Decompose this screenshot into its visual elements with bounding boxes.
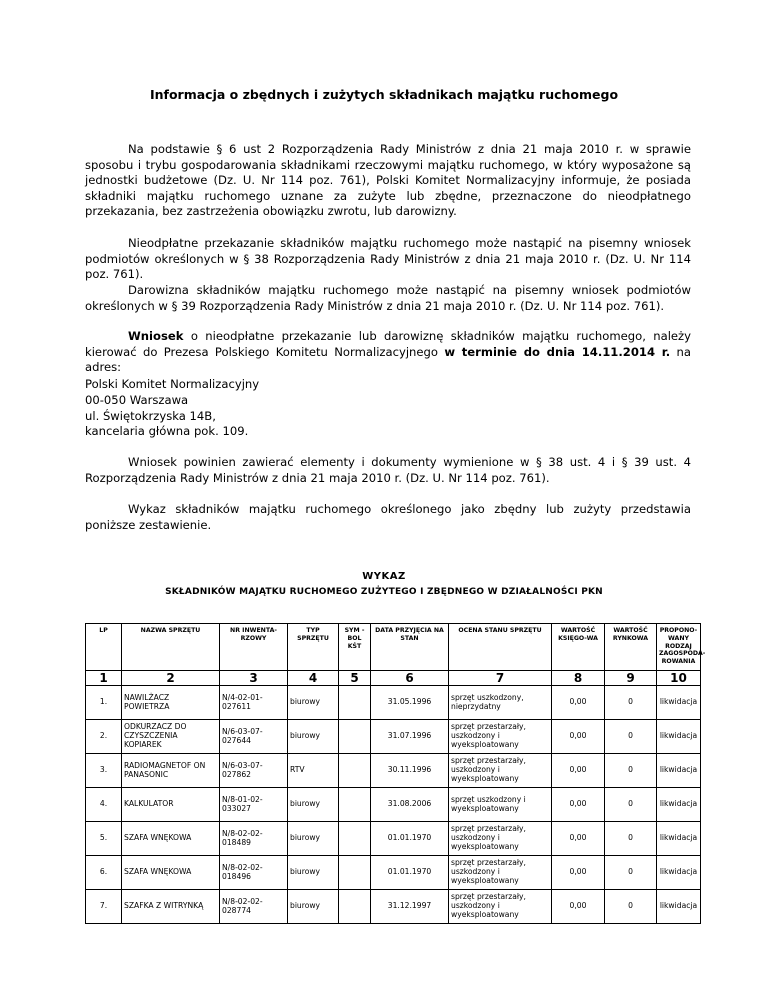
header-acceptance-date: DATA PRZYJĘCIA NA STAN — [371, 624, 449, 671]
header-lp: LP — [86, 624, 122, 671]
cell-inventory-number: N/8-02-02-018496 — [220, 856, 288, 890]
cell-name: SZAFA WNĘKOWA — [122, 822, 220, 856]
cell-inventory-number: N/6-03-07-027862 — [220, 754, 288, 788]
cell-kst-symbol — [339, 890, 371, 924]
cell-lp: 7. — [86, 890, 122, 924]
cell-date: 31.07.1996 — [371, 720, 449, 754]
address-line: Polski Komitet Normalizacyjny — [85, 377, 260, 391]
cell-market-value: 0 — [605, 822, 657, 856]
column-number: 2 — [122, 671, 220, 686]
column-number: 5 — [339, 671, 371, 686]
cell-disposal: likwidacja — [657, 686, 701, 720]
application-text-end: na adres: — [85, 344, 692, 375]
column-number: 9 — [605, 671, 657, 686]
cell-kst-symbol — [339, 788, 371, 822]
wykaz-title: WYKAZ — [362, 571, 406, 582]
cell-inventory-number: N/8-01-02-033027 — [220, 788, 288, 822]
cell-market-value: 0 — [605, 856, 657, 890]
donation-paragraph: Darowizna składników majątku ruchomego może nastąpić na pisemny wniosek podmiotów określonych w § 39 Rozporządzenia Rady Ministrów z dnia 21 maja 2010 r. (Dz. U. Nr 114 poz. 761). — [85, 283, 691, 313]
column-number: 8 — [552, 671, 605, 686]
cell-market-value: 0 — [605, 890, 657, 924]
column-number: 6 — [371, 671, 449, 686]
cell-date: 01.01.1970 — [371, 822, 449, 856]
cell-kst-symbol — [339, 856, 371, 890]
header-kst-symbol: SYM -BOL KŚT — [339, 624, 371, 671]
cell-date: 30.11.1996 — [371, 754, 449, 788]
cell-date: 01.01.1970 — [371, 856, 449, 890]
cell-condition: sprzęt przestarzały, uszkodzony i wyeksploatowany — [449, 720, 552, 754]
cell-lp: 5. — [86, 822, 122, 856]
cell-name: RADIOMAGNETOF ON PANASONIC — [122, 754, 220, 788]
column-number: 3 — [220, 671, 288, 686]
cell-condition: sprzęt uszkodzony, nieprzydatny — [449, 686, 552, 720]
cell-market-value: 0 — [605, 788, 657, 822]
cell-market-value: 0 — [605, 754, 657, 788]
cell-lp: 2. — [86, 720, 122, 754]
cell-inventory-number: N/4-02-01-027611 — [220, 686, 288, 720]
cell-lp: 1. — [86, 686, 122, 720]
application-text: o nieodpłatne przekazanie lub darowiznę składników majątku ruchomego, należy kierować do Prezesa Polskiego Komitetu Normalizacyjnego — [85, 329, 691, 359]
cell-inventory-number: N/8-02-02-018489 — [220, 822, 288, 856]
page-title: Informacja o zbędnych i zużytych składnikach majątku ruchomego — [149, 87, 619, 102]
column-number: 4 — [288, 671, 339, 686]
table-header-row — [86, 624, 701, 671]
table-row — [86, 822, 701, 856]
free-transfer-paragraph: Nieodpłatne przekazanie składników majątku ruchomego może nastąpić na pisemny wniosek podmiotów określonych w § 38 Rozporządzenia Rady Ministrów z dnia 21 maja 2010 r. (Dz. U. Nr 114 poz. 761). — [85, 236, 691, 282]
table-row — [86, 686, 701, 720]
cell-type: biurowy — [288, 890, 339, 924]
assets-table — [85, 623, 706, 924]
cell-disposal: likwidacja — [657, 754, 701, 788]
cell-book-value: 0,00 — [552, 754, 605, 788]
cell-lp: 3. — [86, 754, 122, 788]
cell-type: RTV — [288, 754, 339, 788]
requirements-paragraph: Wniosek powinien zawierać elementy i dokumenty wymienione w § 38 ust. 4 i § 39 ust. 4 Rozporządzenia Rady Ministrów z dnia 21 maja 2010 r. (Dz. U. Nr 114 poz. 761). — [85, 455, 691, 485]
cell-book-value: 0,00 — [552, 686, 605, 720]
cell-lp: 4. — [86, 788, 122, 822]
cell-lp: 6. — [86, 856, 122, 890]
header-name: NAZWA SPRZĘTU — [122, 624, 220, 671]
cell-date: 31.08.2006 — [371, 788, 449, 822]
cell-type: biurowy — [288, 788, 339, 822]
cell-book-value: 0,00 — [552, 856, 605, 890]
column-number: 7 — [449, 671, 552, 686]
intro-paragraph: Na podstawie § 6 ust 2 Rozporządzenia Rady Ministrów z dnia 21 maja 2010 r. w sprawie sposobu i trybu gospodarowania składnikami rzeczowymi majątku ruchomego, w który wyposażone są jednostki budżetowe (Dz. U. Nr 114 poz. 761), Polski Komitet Normalizacyjny informuje, że posiada składniki majątku ruchomego uznane za zużyte lub zbędne, przeznaczone do nieodpłatnego przekazania, bez zastrzeżenia obowiązku zwrotu, lub darowizny. — [85, 142, 691, 219]
cell-market-value: 0 — [605, 686, 657, 720]
cell-book-value: 0,00 — [552, 822, 605, 856]
cell-name: SZAFA WNĘKOWA — [122, 856, 220, 890]
cell-kst-symbol — [339, 754, 371, 788]
cell-book-value: 0,00 — [552, 890, 605, 924]
header-market-value: WARTOŚĆ RYNKOWA — [605, 624, 657, 671]
cell-date: 31.05.1996 — [371, 686, 449, 720]
address-block — [85, 377, 691, 440]
column-number: 1 — [86, 671, 122, 686]
header-condition: OCENA STANU SPRZĘTU — [449, 624, 552, 671]
column-number: 10 — [657, 671, 701, 686]
table-row — [86, 788, 701, 822]
deadline-bold: w terminie do dnia 14.11.2014 r. — [444, 344, 671, 359]
list-intro-paragraph: Wykaz składników majątku ruchomego określonego jako zbędny lub zużyty przedstawia poniższe zestawienie. — [85, 502, 691, 532]
application-bold: Wniosek — [128, 329, 184, 343]
header-inventory-number: NR INWENTA-RZOWY — [220, 624, 288, 671]
cell-book-value: 0,00 — [552, 720, 605, 754]
table-row — [86, 754, 701, 788]
column-number-row — [86, 671, 701, 686]
application-paragraph — [85, 329, 691, 376]
cell-condition: sprzęt przestarzały, uszkodzony i wyeksploatowany — [449, 890, 552, 924]
address-line: ul. Świętokrzyska 14B, — [85, 408, 216, 423]
cell-condition: sprzęt przestarzały, uszkodzony i wyeksploatowany — [449, 822, 552, 856]
table-row — [86, 720, 701, 754]
cell-type: biurowy — [288, 686, 339, 720]
cell-kst-symbol — [339, 720, 371, 754]
cell-type: biurowy — [288, 856, 339, 890]
cell-disposal: likwidacja — [657, 890, 701, 924]
table-row — [86, 890, 701, 924]
cell-kst-symbol — [339, 686, 371, 720]
cell-market-value: 0 — [605, 720, 657, 754]
address-line: kancelaria główna pok. 109. — [85, 424, 249, 439]
cell-condition: sprzęt przestarzały, uszkodzony i wyeksploatowany — [449, 856, 552, 890]
cell-disposal: likwidacja — [657, 822, 701, 856]
address-line: 00-050 Warszawa — [85, 392, 189, 407]
table-row — [86, 856, 701, 890]
cell-type: biurowy — [288, 822, 339, 856]
cell-disposal: likwidacja — [657, 788, 701, 822]
cell-disposal: likwidacja — [657, 720, 701, 754]
cell-inventory-number: N/6-03-07-027644 — [220, 720, 288, 754]
cell-disposal: likwidacja — [657, 856, 701, 890]
cell-condition: sprzęt przestarzały, uszkodzony i wyeksploatowany — [449, 754, 552, 788]
cell-date: 31.12.1997 — [371, 890, 449, 924]
header-type: TYP SPRZĘTU — [288, 624, 339, 671]
header-proposed-disposal: PROPONO-WANY RODZAJ ZAGOSPODA-ROWANIA — [657, 624, 701, 671]
cell-name: SZAFKA Z WITRYNKĄ — [122, 890, 220, 924]
cell-name: NAWILŻACZ POWIETRZA — [122, 686, 220, 720]
header-book-value: WARTOŚĆ KSIĘGO-WA — [552, 624, 605, 671]
cell-book-value: 0,00 — [552, 788, 605, 822]
cell-name: KALKULATOR — [122, 788, 220, 822]
cell-condition: sprzęt uszkodzony i wyeksploatowany — [449, 788, 552, 822]
cell-inventory-number: N/8-02-02-028774 — [220, 890, 288, 924]
cell-name: ODKURZACZ DO CZYSZCZENIA KOPIAREK — [122, 720, 220, 754]
wykaz-subtitle: SKŁADNIKÓW MAJĄTKU RUCHOMEGO ZUŻYTEGO I ZBĘDNEGO W DZIAŁALNOŚCI PKN — [165, 587, 603, 597]
cell-kst-symbol — [339, 822, 371, 856]
cell-type: biurowy — [288, 720, 339, 754]
